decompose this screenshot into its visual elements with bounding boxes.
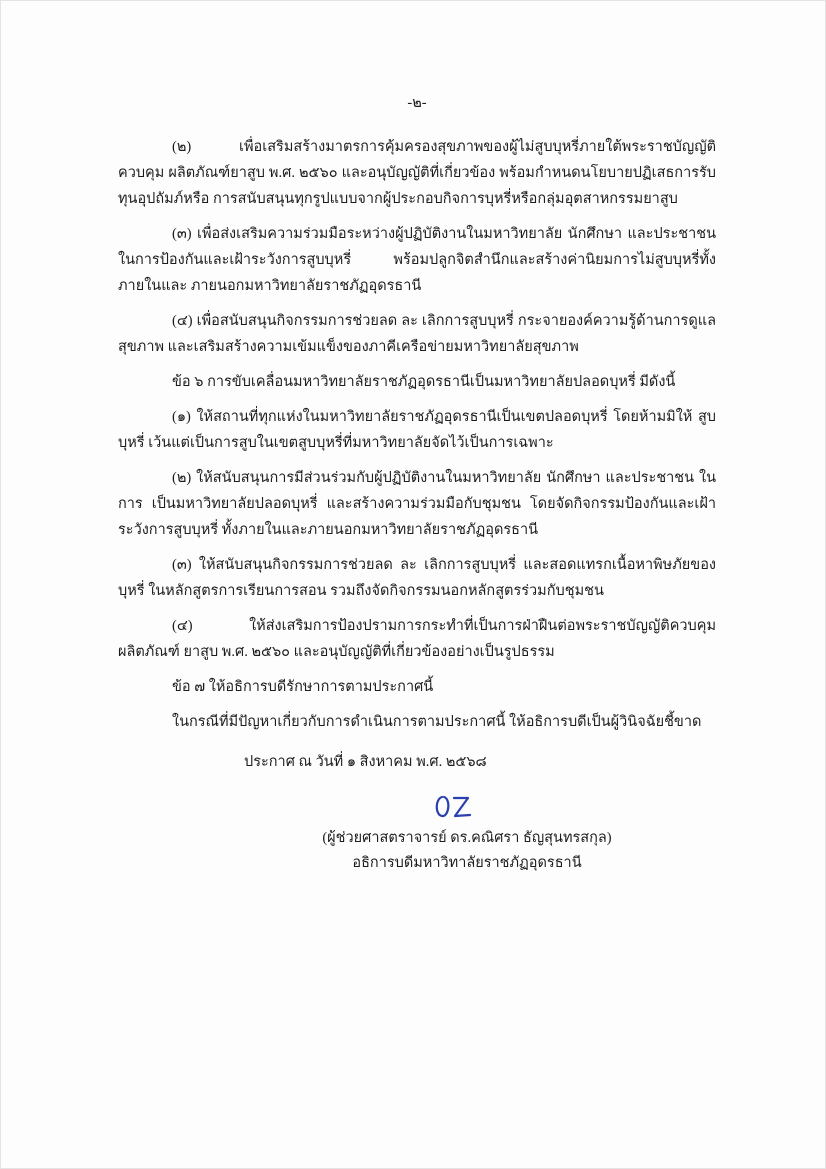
paragraph-line: (๓) ให้สนับสนุนกิจกรรมการช่วยลด ละ เลิกการสูบบุหรี่ และสอดแทรกเนื้อหาพิษภัยของบุหรี่ bbox=[118, 557, 716, 599]
paragraph-line: เว้นแต่เป็นการสูบในเขตสูบบุหรี่ที่มหาวิทยาลัยจัดไว้เป็นการเฉพาะ bbox=[148, 435, 554, 451]
signatory-name: (ผู้ช่วยศาสตราจารย์ ดร.คณิศรา ธัญสุนทรสกุล) bbox=[322, 830, 612, 846]
clause-6-heading bbox=[118, 369, 716, 395]
paragraph-line: ทั้งภายในและภายนอกมหาวิทยาลัยราชภัฏอุดรธานี bbox=[221, 522, 539, 538]
paragraph-line: ผลิตภัณฑ์ยาสูบ พ.ศ. ๒๕๖๐ และอนุบัญญัติที่เกี่ยวข้อง พร้อมกำหนดนโยบายปฏิเสธการรับทุนอุปถัมภ์หรือ bbox=[118, 165, 717, 207]
paragraph-measure-2 bbox=[118, 465, 716, 543]
paragraph-line: (๔) ให้ส่งเสริมการป้องปรามการกระทำที่เป็นการฝ่าฝืนต่อพระราชบัญญัติควบคุมผลิตภัณฑ์ bbox=[118, 618, 716, 660]
announcement-date: ประกาศ ณ วันที่ ๑ สิงหาคม พ.ศ. ๒๕๖๘ bbox=[244, 754, 487, 770]
paragraph-line: (๔) เพื่อสนับสนุนกิจกรรมการช่วยลด ละ เลิกการสูบบุหรี่ กระจายองค์ความรู้ด้านการดูแล bbox=[172, 313, 716, 329]
paragraph-line: ข้อ ๖ การขับเคลื่อนมหาวิทยาลัยราชภัฏอุดรธานีเป็นมหาวิทยาลัยปลอดบุหรี่ มีดังนี้ bbox=[172, 374, 676, 390]
paragraph-line: ในกรณีที่มีปัญหาเกี่ยวกับการดำเนินการตามประกาศนี้ ให้อธิการบดีเป็นผู้วินิจฉัยชี้ขาด bbox=[172, 714, 702, 730]
paragraph-line: เป็นมหาวิทยาลัยปลอดบุหรี่ และสร้างความร่วมมือกับชุมชน โดยจัดกิจกรรมป้องกันและเฝ้าระวังการสูบบุหรี่ bbox=[118, 496, 716, 538]
ruling-paragraph bbox=[118, 709, 716, 735]
paragraph-line: ข้อ ๗ ให้อธิการบดีรักษาการตามประกาศนี้ bbox=[172, 679, 434, 695]
paragraph-line: (๓) เพื่อส่งเสริมความร่วมมือระหว่างผู้ปฏิบัติงานในมหาวิทยาลัย นักศึกษา และประชาชน bbox=[172, 226, 716, 242]
paragraph-measure-1 bbox=[118, 404, 716, 456]
paragraph-line: (๑) ให้สถานที่ทุกแห่งในมหาวิทยาลัยราชภัฏอุดรธานีเป็นเขตปลอดบุหรี่ โดยห้ามมิให้ สูบบุหรี่ bbox=[118, 409, 716, 451]
paragraph-objective-4 bbox=[118, 308, 716, 360]
paragraph-line: การสนับสนุนทุกรูปแบบจากผู้ประกอบกิจการบุหรี่หรือกลุ่มอุตสาหกรรมยาสูบ bbox=[212, 191, 678, 207]
paragraph-measure-4 bbox=[118, 613, 716, 665]
paragraph-line: (๒) ให้สนับสนุนการมีส่วนร่วมกับผู้ปฏิบัติงานในมหาวิทยาลัย นักศึกษา และประชาชน ในการ bbox=[118, 470, 716, 512]
paragraph-line: ในหลักสูตรการเรียนการสอน รวมถึงจัดกิจกรรมนอกหลักสูตรร่วมกับชุมชน bbox=[148, 583, 604, 599]
paragraph-line: (๒) เพื่อเสริมสร้างมาตรการคุ้มครองสุขภาพของผู้ไม่สูบบุหรี่ภายใต้พระราชบัญญัติควบคุม bbox=[118, 139, 716, 181]
paragraph-line: สุขภาพ และเสริมสร้างความเข้มแข็งของภาคีเครือข่ายมหาวิทยาลัยสุขภาพ bbox=[118, 339, 579, 355]
paragraph-objective-2 bbox=[118, 134, 716, 212]
paragraph-measure-3 bbox=[118, 552, 716, 604]
paragraph-line: ยาสูบ พ.ศ. ๒๕๖๐ และอนุบัญญัติที่เกี่ยวข้องอย่างเป็นรูปธรรม bbox=[183, 644, 555, 660]
paragraph-line: ภายนอกมหาวิทยาลัยราชภัฏอุดรธานี bbox=[190, 278, 422, 294]
handwritten-signature bbox=[432, 789, 482, 821]
paragraph-objective-3 bbox=[118, 221, 716, 299]
signatory-position: อธิการบดีมหาวิทาลัยราชภัฏอุดรธานี bbox=[352, 855, 582, 871]
paragraph-line: ในการป้องกันและเฝ้าระวังการสูบบุหรี่ พร้อมปลูกจิตสำนึกและสร้างค่านิยมการไม่สูบบุหรี่ทั้งภายในและ bbox=[118, 252, 716, 294]
clause-7-heading bbox=[118, 674, 716, 700]
signature-block bbox=[118, 789, 716, 826]
page-number: -๒- bbox=[407, 95, 427, 111]
